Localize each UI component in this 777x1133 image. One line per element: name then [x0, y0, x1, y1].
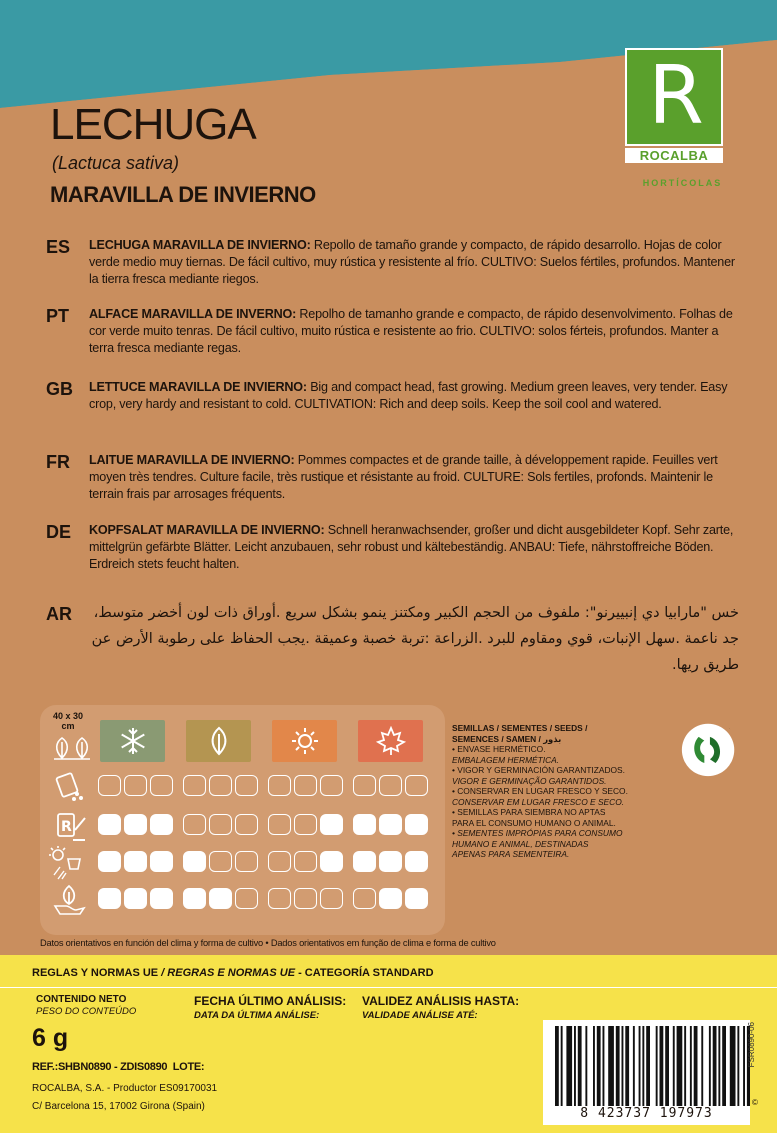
barcode-bars	[543, 1026, 750, 1108]
month-cell	[405, 851, 428, 872]
month-cell	[379, 888, 402, 909]
net-content-label-pt: PESO DO CONTEÚDO	[36, 1006, 137, 1017]
calendar-row	[98, 814, 435, 835]
seed-packet-icon	[55, 772, 85, 802]
season-group	[98, 814, 173, 835]
description-es	[89, 237, 739, 289]
season-group	[353, 851, 428, 872]
barcode-bar	[730, 1026, 736, 1106]
lang-code-fr: FR	[46, 452, 70, 472]
lang-code-gb: GB	[46, 379, 73, 399]
sun-icon	[272, 720, 337, 762]
lang-code-es: ES	[46, 237, 71, 257]
description-gb	[89, 379, 739, 413]
month-cell	[150, 814, 173, 835]
barcode-bar	[737, 1026, 739, 1106]
month-cell	[268, 775, 291, 796]
lang-code-ar: AR	[46, 604, 72, 624]
barcode-bar	[603, 1026, 605, 1106]
month-cell	[183, 851, 206, 872]
net-content-value: 6 g	[32, 1024, 69, 1052]
description-ar: خس "مارابيا دي إنبييرنو": ملفوف من الحجم الكبير ومكتنز ينمو بشكل سريع .أوراق ذات لون أخضر متوسط، جد ناعمة .سهل الإنبات، قوي ومقاوم للبرد .الزراعة :تربة خصبة وعميقة .يجب الحفاظ على رطوبة الأرض عن طريق ريها.	[91, 605, 739, 673]
seeds-item-a: • ENVASE HERMÉTICO.	[452, 744, 546, 754]
barcode-bar	[684, 1026, 686, 1106]
season-group	[353, 814, 428, 835]
eu-rules	[32, 967, 434, 979]
seeds-item-b: EMBALAGEM HERMÉTICA.	[452, 754, 560, 765]
month-cell	[124, 888, 147, 909]
logo-brand-text: ROCALBA	[625, 148, 723, 163]
barcode-bar	[673, 1026, 675, 1106]
description-fr-text: Pommes compactes et de grande taille, à développement rapide. Feuilles vert moyen très tendres. Culture facile, très rustique et résistante au froid. CULTURE: Sols fertiles, profonds. Maintenir le terrain frais par arrosages fréquents.	[89, 453, 718, 502]
month-cell	[150, 775, 173, 796]
month-cell	[294, 888, 317, 909]
month-cell	[124, 814, 147, 835]
barcode-bar	[639, 1026, 641, 1106]
barcode-number: 8 423737 197973	[580, 1106, 713, 1121]
month-cell	[209, 851, 232, 872]
month-cell	[98, 851, 121, 872]
product-title: LECHUGA	[50, 100, 256, 149]
barcode-bar	[578, 1026, 582, 1106]
month-cell	[124, 851, 147, 872]
month-cell	[235, 888, 258, 909]
calendar-row	[98, 851, 435, 872]
green-dot-recycle-icon	[680, 720, 738, 778]
season-group	[183, 775, 258, 796]
seeds-info	[452, 723, 667, 860]
company-address: C/ Barcelona 15, 17002 Girona (Spain)	[32, 1101, 205, 1112]
season-group	[268, 814, 343, 835]
barcode-bar	[593, 1026, 595, 1106]
validity-label-pt: VALIDADE ANÁLISE ATÉ:	[362, 1010, 478, 1021]
season-group	[98, 775, 173, 796]
calendar-row	[98, 775, 435, 796]
season-group	[268, 775, 343, 796]
variety-name: MARAVILLA DE INVIERNO	[50, 182, 316, 207]
barcode-bar	[574, 1026, 576, 1106]
season-group	[98, 888, 173, 909]
spacing-plants-icon	[52, 736, 92, 760]
seeds-heading: SEMILLAS / SEMENTES / SEEDS /	[452, 723, 588, 733]
month-cell	[235, 814, 258, 835]
company-info: ROCALBA, S.A. - Productor ES09170031	[32, 1083, 218, 1094]
barcode-bar	[616, 1026, 620, 1106]
seeds-item-b: PARA EL CONSUMO HUMANO O ANIMAL.	[452, 817, 616, 828]
month-cell	[268, 851, 291, 872]
month-cell	[353, 814, 376, 835]
season-group	[268, 851, 343, 872]
seeds-item-a: • SEMENTES IMPRÓPIAS PARA CONSUMO	[452, 828, 623, 838]
month-cell	[294, 851, 317, 872]
barcode-bar	[656, 1026, 658, 1106]
barcode-bar	[709, 1026, 711, 1106]
barcode-bar	[622, 1026, 624, 1106]
barcode-bar	[555, 1026, 559, 1106]
barcode-bar	[718, 1026, 720, 1106]
barcode-bar	[690, 1026, 692, 1106]
net-content-label: CONTENIDO NETO	[36, 994, 127, 1005]
reference-code: REF.:SHBN0890 - ZDIS0890	[32, 1061, 168, 1073]
month-cell	[294, 814, 317, 835]
lang-code-pt: PT	[46, 306, 70, 326]
barcode-bar	[566, 1026, 572, 1106]
seeds-item	[452, 786, 667, 807]
snowflake-icon	[100, 720, 165, 762]
month-cell	[98, 814, 121, 835]
month-cell	[183, 888, 206, 909]
description-pt-text: Repolho de tamanho grande e compacto, de rápido desenvolvimento. Folhas de cor verde muito tenras. De fácil cultivo, muito rústica e resistente ao frio. CULTIVO: solos férteis, profundos. Manter a terra fresca mediante regas.	[89, 307, 733, 356]
barcode-bar	[665, 1026, 669, 1106]
barcode-bar	[701, 1026, 703, 1106]
seeds-item	[452, 765, 667, 786]
seeds-item	[452, 744, 667, 765]
month-cell	[405, 775, 428, 796]
month-cell	[183, 814, 206, 835]
month-cell	[209, 775, 232, 796]
description-de	[89, 522, 739, 574]
description-es-text: Repollo de tamaño grande y compacto, de rápido desarrollo. Hojas de color verde medio muy tiernas. De fácil cultivo, muy rústica y resistente al frío. CULTIVO: Suelos fértiles, profundos. Mantener la tierra fresca mediante riegos.	[89, 238, 735, 287]
barcode	[543, 1020, 750, 1125]
brand-logo	[625, 48, 740, 188]
description-fr-heading: LAITUE MARAVILLA DE INVIERNO:	[89, 453, 295, 467]
month-cell	[235, 851, 258, 872]
seeds-item-b: HUMANO E ANIMAL, DESTINADAS	[452, 838, 589, 849]
season-group	[268, 888, 343, 909]
barcode-bar	[585, 1026, 587, 1106]
barcode-bar	[713, 1026, 717, 1106]
seeds-item	[452, 849, 667, 860]
season-group	[183, 814, 258, 835]
eu-rules-es: REGLAS Y NORMAS UE	[32, 967, 159, 979]
leaf-icon	[186, 720, 251, 762]
logo-letter: R	[648, 49, 704, 142]
month-cell	[379, 775, 402, 796]
lot-label: LOTE:	[172, 1061, 205, 1073]
logo-subtitle: HORTÍCOLAS	[642, 178, 723, 188]
barcode-bar	[597, 1026, 601, 1106]
eu-rules-pt: / REGRAS E NORMAS UE	[158, 967, 296, 979]
barcode-bar	[561, 1026, 563, 1106]
description-gb-text: Big and compact head, fast growing. Medium green leaves, very tender. Easy crop, very hardy and resistant to cold. CULTIVATION: Rich and deep soils. Keep the soil cool and watered.	[89, 380, 728, 412]
latin-name: (Lactuca sativa)	[52, 153, 180, 173]
description-fr	[89, 452, 739, 504]
sun-watering-icon	[48, 845, 84, 881]
lang-code-de: DE	[46, 522, 72, 542]
month-cell	[209, 888, 232, 909]
category: - CATEGORÍA STANDARD	[295, 967, 434, 979]
description-de-heading: KOPFSALAT MARAVILLA DE INVIERNO:	[89, 523, 325, 537]
month-cell	[150, 888, 173, 909]
seeds-item-a: • SEMILLAS PARA SIEMBRA NO APTAS	[452, 807, 606, 817]
season-group	[183, 851, 258, 872]
month-cell	[268, 888, 291, 909]
barcode-bar	[722, 1026, 726, 1106]
pot-sowing-icon	[55, 810, 87, 842]
season-group	[183, 888, 258, 909]
footer-divider	[0, 987, 777, 988]
barcode-bar	[642, 1026, 644, 1106]
barcode-bar	[625, 1026, 629, 1106]
month-cell	[320, 851, 343, 872]
barcode-bar	[608, 1026, 614, 1106]
season-group	[98, 851, 173, 872]
packet-code: FSR0890-06	[747, 1022, 756, 1068]
description-de-text: Schnell heranwachsender, großer und dicht ausgebildeter Kopf. Sehr zarte, mittelgrün gefärbte Blätter. Leicht anzubauen, sehr robust und kältebeständig. ANBAU: Tiefe, nährstoffreiche Böden. Erdreich stets feucht halten.	[89, 523, 734, 572]
month-cell	[405, 814, 428, 835]
month-cell	[379, 814, 402, 835]
description-gb-heading: LETTUCE MARAVILLA DE INVIERNO:	[89, 380, 307, 394]
rocalba-logo-icon	[625, 48, 723, 146]
month-cell	[294, 775, 317, 796]
plant-spacing: 40 x 30 cm	[52, 711, 84, 731]
orientative-note: Datos orientativos en función del clima y forma de cultivo • Dados orientativos em função de clima e forma de cultivo	[40, 938, 496, 948]
svg-text:R: R	[61, 819, 72, 835]
validity-label: VALIDEZ ANÁLISIS HASTA:	[362, 994, 520, 1008]
month-cell	[150, 851, 173, 872]
harvest-hand-icon	[52, 882, 86, 916]
month-cell	[353, 851, 376, 872]
analysis-date-label: FECHA ÚLTIMO ANÁLISIS:	[194, 994, 347, 1008]
month-cell	[183, 775, 206, 796]
month-cell	[353, 775, 376, 796]
month-cell	[98, 888, 121, 909]
maple-leaf-icon	[358, 720, 423, 762]
copyright-mark: ©	[752, 1098, 758, 1107]
month-cell	[98, 775, 121, 796]
analysis-date-label-pt: DATA DA ÚLTIMA ANÁLISE:	[194, 1010, 320, 1021]
month-cell	[320, 888, 343, 909]
barcode-bar	[694, 1026, 698, 1106]
barcode-bar	[660, 1026, 664, 1106]
seeds-item-b: CONSERVAR EM LUGAR FRESCO E SECO.	[452, 796, 625, 807]
season-group	[353, 775, 428, 796]
barcode-bar	[646, 1026, 650, 1106]
month-cell	[353, 888, 376, 909]
description-pt	[89, 306, 739, 358]
month-cell	[235, 775, 258, 796]
calendar-row	[98, 888, 435, 909]
reference	[32, 1061, 204, 1073]
seeds-item-a: • VIGOR Y GERMINACIÓN GARANTIZADOS.	[452, 765, 625, 775]
month-cell	[320, 814, 343, 835]
seeds-item-b: APENAS PARA SEMENTEIRA.	[452, 849, 570, 859]
description-pt-heading: ALFACE MARAVILLA DE INVERNO:	[89, 307, 297, 321]
seeds-item	[452, 807, 667, 828]
seeds-heading-2: SEMENCES / SAMEN / بذور	[452, 733, 562, 744]
seeds-item-b: VIGOR E GERMINAÇÃO GARANTIDOS.	[452, 775, 607, 786]
month-cell	[268, 814, 291, 835]
seeds-item	[452, 828, 667, 849]
seeds-item-a: • CONSERVAR EN LUGAR FRESCO Y SECO.	[452, 786, 628, 796]
description-es-heading: LECHUGA MARAVILLA DE INVIERNO:	[89, 238, 311, 252]
season-header	[100, 720, 423, 762]
barcode-bar	[743, 1026, 745, 1106]
month-cell	[320, 775, 343, 796]
barcode-bar	[677, 1026, 683, 1106]
month-cell	[124, 775, 147, 796]
month-cell	[379, 851, 402, 872]
month-cell	[209, 814, 232, 835]
season-group	[353, 888, 428, 909]
month-cell	[405, 888, 428, 909]
barcode-bar	[633, 1026, 635, 1106]
